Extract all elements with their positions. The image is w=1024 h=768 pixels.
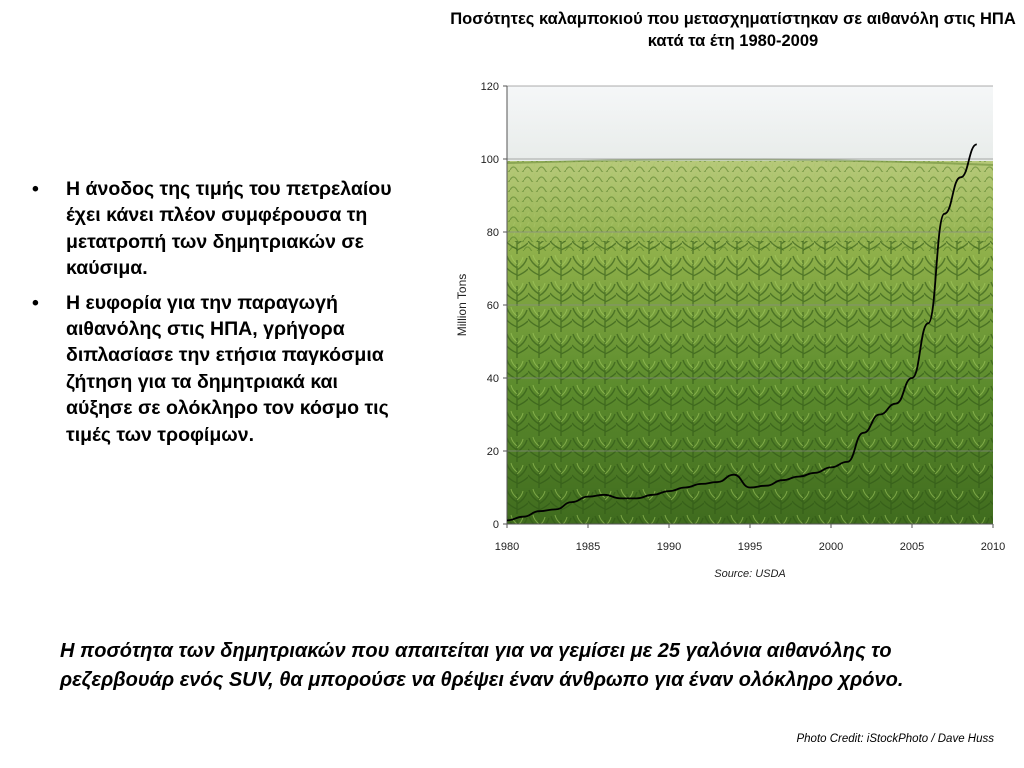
field-rows <box>507 161 993 251</box>
photo-credit: Photo Credit: iStockPhoto / Dave Huss <box>796 733 994 745</box>
chart-title: Ποσότητες καλαμποκιού που μετασχηματίστηκαν σε αιθανόλη στις ΗΠΑ κατά τα έτη 1980-2009 <box>450 10 1016 50</box>
y-tick-label: 120 <box>480 81 499 93</box>
bullet-text: Η ευφορία για την παραγωγή αιθανόλης στις ΗΠΑ, γρήγορα διπλασίασε την ετήσια παγκόσμια ζήτηση για τα δημητριακά και αύξησε σε ολόκληρο τον κόσμο τις τιμές των τροφίμων. <box>66 291 389 446</box>
bullet-list <box>30 176 402 456</box>
x-tick-labels <box>495 524 1005 553</box>
y-axis-label: Million Tons <box>455 273 469 337</box>
bullet-symbol: • <box>32 291 39 314</box>
sky-area <box>507 86 993 161</box>
chart-source-note: Source: USDA <box>714 568 786 580</box>
bullet-item <box>30 290 402 448</box>
ethanol-corn-line-chart <box>440 72 1010 592</box>
x-tick-label: 2005 <box>899 541 925 553</box>
x-tick-label: 1980 <box>494 541 520 553</box>
y-tick-label: 100 <box>480 154 499 166</box>
field-leaves <box>507 241 993 524</box>
y-tick-label: 80 <box>486 227 499 239</box>
y-tick-label: 20 <box>486 446 499 458</box>
x-tick-label: 1995 <box>737 541 763 553</box>
x-tick-label: 1985 <box>575 541 601 553</box>
y-tick-label: 0 <box>492 519 499 531</box>
x-tick-label: 2010 <box>980 541 1006 553</box>
y-tick-label: 40 <box>486 373 499 385</box>
footnote-text: Η ποσότητα των δημητριακών που απαιτείται για να γεμίσει με 25 γαλόνια αιθανόλης το ρεζερβουάρ ενός SUV, θα μπορούσε να θρέψει έναν άνθρωπο για έναν ολόκληρο χρόνο. <box>60 640 904 691</box>
bullet-symbol: • <box>32 178 39 200</box>
x-tick-label: 2000 <box>818 541 844 553</box>
y-tick-label: 60 <box>486 300 499 312</box>
bullet-text: Η άνοδος της τιμής του πετρελαίου έχει κάνει πλέον συμφέρουσα τη μετατροπή των δημητριακών σε καύσιμα. <box>66 178 392 280</box>
y-tick-labels <box>481 81 507 531</box>
bullet-item <box>30 176 402 282</box>
x-tick-label: 1990 <box>656 541 682 553</box>
